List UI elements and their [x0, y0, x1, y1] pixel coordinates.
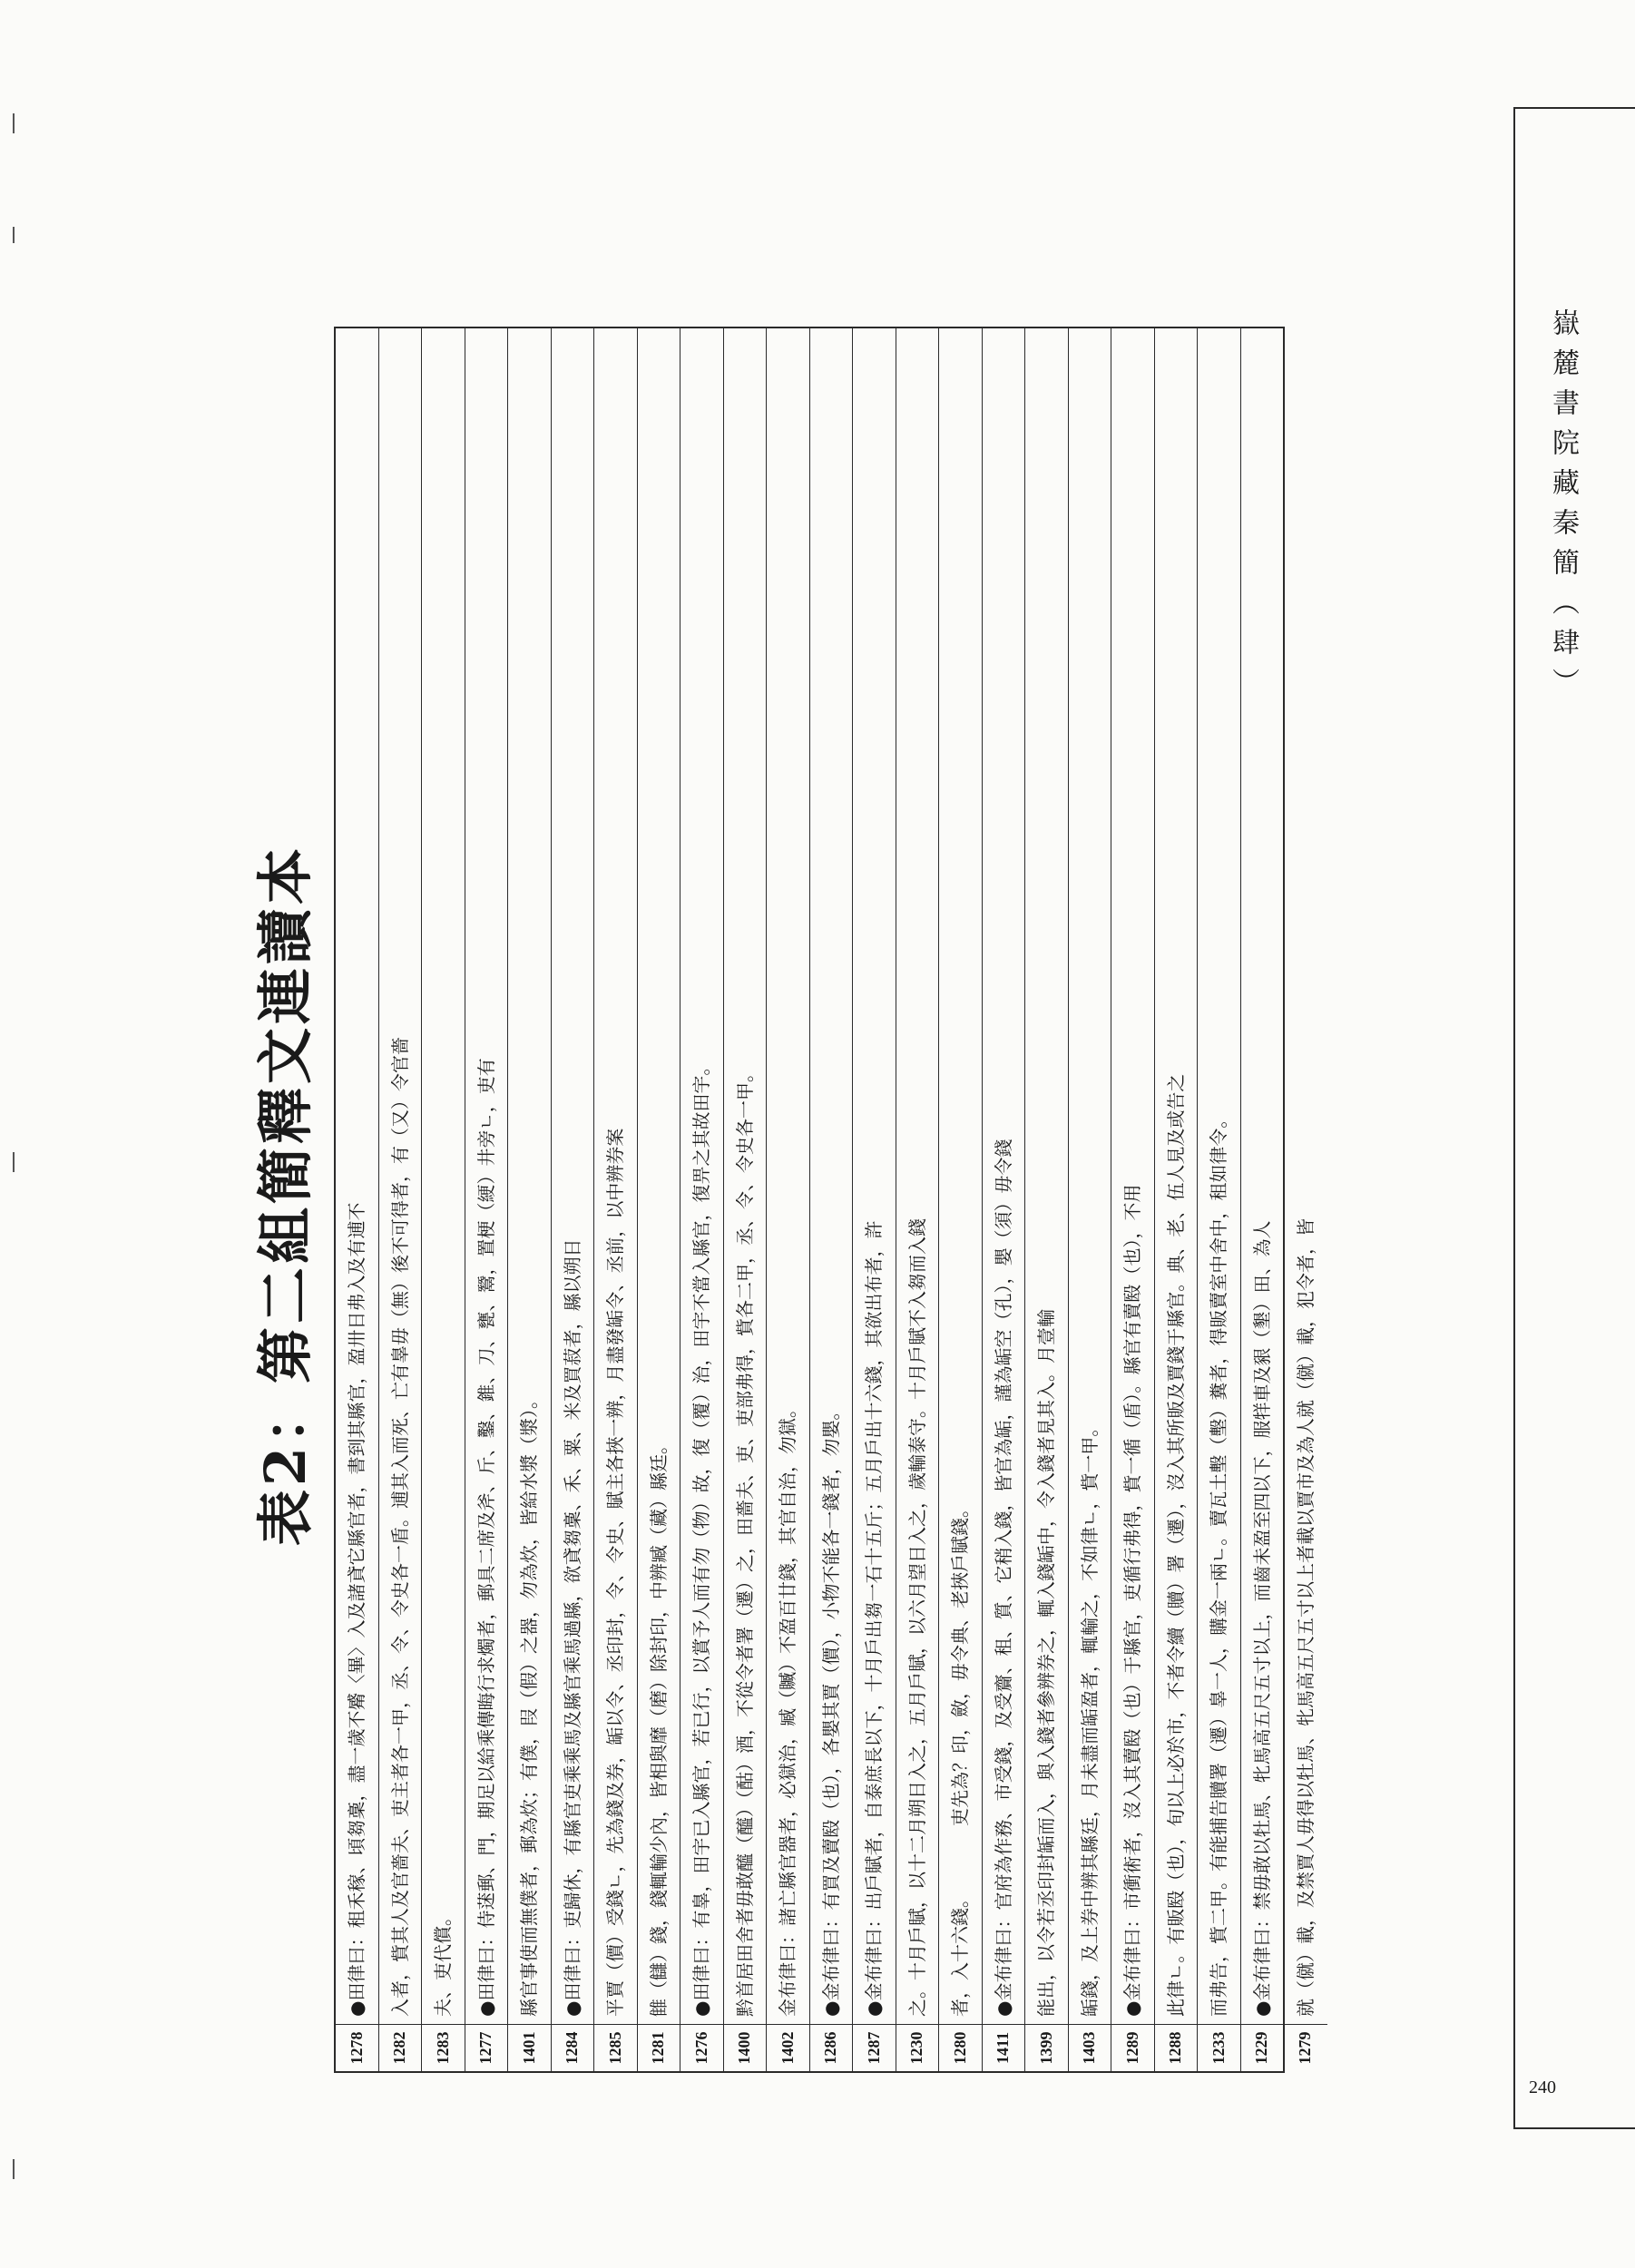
slip-number: 1400: [724, 2024, 767, 2071]
slip-text: ●田律曰：租禾稼、頃芻稾，盡一歲不觱〈畢〉入及諸貣它縣官者，書到其縣官，盈卅日弗入及有逋不: [346, 1202, 368, 2017]
table-row: [767, 328, 810, 2071]
table-row: [724, 328, 768, 2071]
slip-number: 1278: [336, 2024, 378, 2071]
table-row: [853, 328, 896, 2071]
table-row: [1025, 328, 1069, 2071]
slip-text: ●田律曰：有辠，田宇已入縣官，若已行，以賞予人而有勿（物）故，復（覆）治，田宇不當入縣官，復畀之其故田宇。: [690, 1057, 713, 2017]
slip-text: 黔首居田舍者毋敢醯（醯）（酤）酒，不從令者署（遷）之，田嗇夫、吏、吏部弗得，貲各二甲，丞、令、令史各一甲。: [733, 1064, 756, 2017]
slip-number: 1411: [983, 2024, 1025, 2071]
slip-number: 1288: [1155, 2024, 1198, 2071]
binding-tick: [13, 2159, 15, 2179]
table-row: [594, 328, 638, 2071]
table-row: [422, 328, 465, 2071]
table-row: [680, 328, 724, 2071]
slip-number: 1282: [379, 2024, 422, 2071]
running-header: 嶽麓書院藏秦簡（肆）: [1547, 308, 1579, 708]
table-row: [1284, 328, 1327, 2071]
slip-number: 1279: [1284, 2024, 1327, 2071]
table-title: 表2：第二組簡釋文連讀本: [252, 844, 318, 1547]
slip-number: 1284: [552, 2024, 594, 2071]
slip-text: 平賈（價）受錢ㄴ，先為錢及券，缿以令、丞印封，令、令史、賦主各挾一辨，月盡發缿令、丞前，以中辨券案: [604, 1128, 627, 2017]
slip-text: 能出，以令若丞印封缿而入，與入錢者參辨券之，輒入錢缿中，令入錢者見其入。月壹輸: [1035, 1309, 1058, 2017]
table-row: [638, 328, 681, 2071]
rotated-table-page: [240, 318, 1317, 2073]
slip-number: 1289: [1111, 2024, 1154, 2071]
slip-number: 1277: [465, 2024, 508, 2071]
slip-text: ●金布律曰：有買及賣殹（也），各嬰其賈（價），小物不能各一錢者，勿嬰。: [819, 1402, 842, 2017]
slip-text: 者，入十六錢。 吏先為？印，斂，毋令典、老挾戶賦錢。: [949, 1500, 972, 2017]
table-row: [465, 328, 509, 2071]
slip-text: ●金布律曰：市衝術者，沒入其賣殹（也）于縣官，吏循行弗得，貲一循（盾）。縣官有賣殹（也），不用: [1121, 1184, 1144, 2017]
page-number: 240: [1529, 2077, 1556, 2097]
binding-tick: [13, 113, 15, 133]
table-row: [1111, 328, 1155, 2071]
slip-text: ●金布律曰：出戶賦者，自泰庶長以下，十月戶出芻一石十五斤；五月戶出十六錢，其欲出布者，許: [863, 1220, 886, 2017]
table-row: [939, 328, 983, 2071]
table-row: [379, 328, 423, 2071]
slip-text: 缿錢，及上券中辨其縣廷，月未盡而缿盈者，輒輸之，不如律ㄴ，貲一甲。: [1078, 1418, 1101, 2017]
table-row: [810, 328, 854, 2071]
slip-text: ●金布律曰：禁毋敢以牡馬、牝馬高五尺五寸以上，而齒未盈至四以下，服䍧車及豤（墾）田、為人: [1250, 1220, 1273, 2017]
binding-tick: [13, 1152, 15, 1172]
slip-number: 1230: [896, 2024, 939, 2071]
table-row: [896, 328, 940, 2071]
binding-tick: [13, 227, 15, 243]
slip-text: 金布律曰：諸亡縣官器者，必獄治，臧（贓）不盈百廿錢，其官自治，勿獄。: [777, 1400, 799, 2017]
table-row: [983, 328, 1026, 2071]
slip-number: 1287: [853, 2024, 896, 2071]
slip-number: 1281: [638, 2024, 680, 2071]
table-row: [1155, 328, 1199, 2071]
slip-number: 1233: [1198, 2024, 1240, 2071]
slip-text: 雔（讎）錢，錢輒輸少內，皆相與靡（磨）除封印，中辨臧（藏）縣廷。: [647, 1436, 670, 2017]
slip-number: 1399: [1025, 2024, 1068, 2071]
slip-number: 1402: [767, 2024, 809, 2071]
slip-number: 1285: [594, 2024, 637, 2071]
slip-text: 此律ㄴ。有販殹（也），旬以上必於市，不者令續（贖）署（遷），沒入其所販及賈錢于縣官。典、老、伍人見及或告之: [1164, 1073, 1187, 2017]
slip-number: 1403: [1069, 2024, 1111, 2071]
table-row: [1198, 328, 1241, 2071]
slip-text: ●田律曰：吏歸休，有縣官吏乘乘馬及縣官乘馬過縣，欲貣芻稾、禾、粟、米及買菽者，縣以朔日: [561, 1238, 583, 2017]
slip-number: 1276: [680, 2024, 723, 2071]
table-row: [508, 328, 552, 2071]
table-row: [552, 328, 595, 2071]
slip-text: 就（僦）載，及禁賈人毋得以牡馬、牝馬高五尺五寸以上者載以賈市及為人就（僦）載，犯令者，皆: [1294, 1218, 1317, 2017]
table-row: [336, 328, 379, 2071]
slip-number: 1286: [810, 2024, 853, 2071]
slip-text: 夫、吏代償。: [432, 1908, 455, 2017]
slip-text: 而弗告，貲二甲。有能捕告贖署（遷）辠一人，購金一兩ㄴ。賣瓦土墼（墼）糞者，得販賣室中舍中，租如律令。: [1208, 1110, 1230, 2017]
slip-number: 1229: [1241, 2024, 1284, 2071]
table-row: [1241, 328, 1285, 2071]
slip-text: 之。十月戶賦，以十二月朔日入之，五月戶賦，以六月望日入之，歲輸泰守。十月戶賦不入芻而入錢: [906, 1218, 928, 2017]
slip-text: ●田律曰：侍蒁郵、門，期足以給乘傳晦行求燭者，郵具二席及斧、斤、鑿、錐、刀、甕、鬵，置梗（綆）井旁ㄴ，吏有: [475, 1058, 497, 2017]
slip-number: 1280: [939, 2024, 982, 2071]
slip-text: 入者，貲其人及官嗇夫、吏主者各一甲，丞、令、令史各一盾。逋其入而死、亡有辠毋（無）後不可得者，有（又）令官嗇: [388, 1037, 411, 2017]
slip-number: 1283: [422, 2024, 465, 2071]
slip-text: 縣官事使而無僕者，郵為炊；有僕，叚（假）之器，勿為炊，皆給水漿（漿）。: [518, 1391, 541, 2017]
table-row: [1069, 328, 1112, 2071]
transcription-table: [334, 327, 1317, 2073]
slip-number: 1401: [508, 2024, 551, 2071]
slip-text: ●金布律曰：官府為作務、市受錢，及受齎、租、質、它稍入錢，皆官為缿，謹為缿空（孔），嬰（須）毋令錢: [992, 1139, 1014, 2017]
